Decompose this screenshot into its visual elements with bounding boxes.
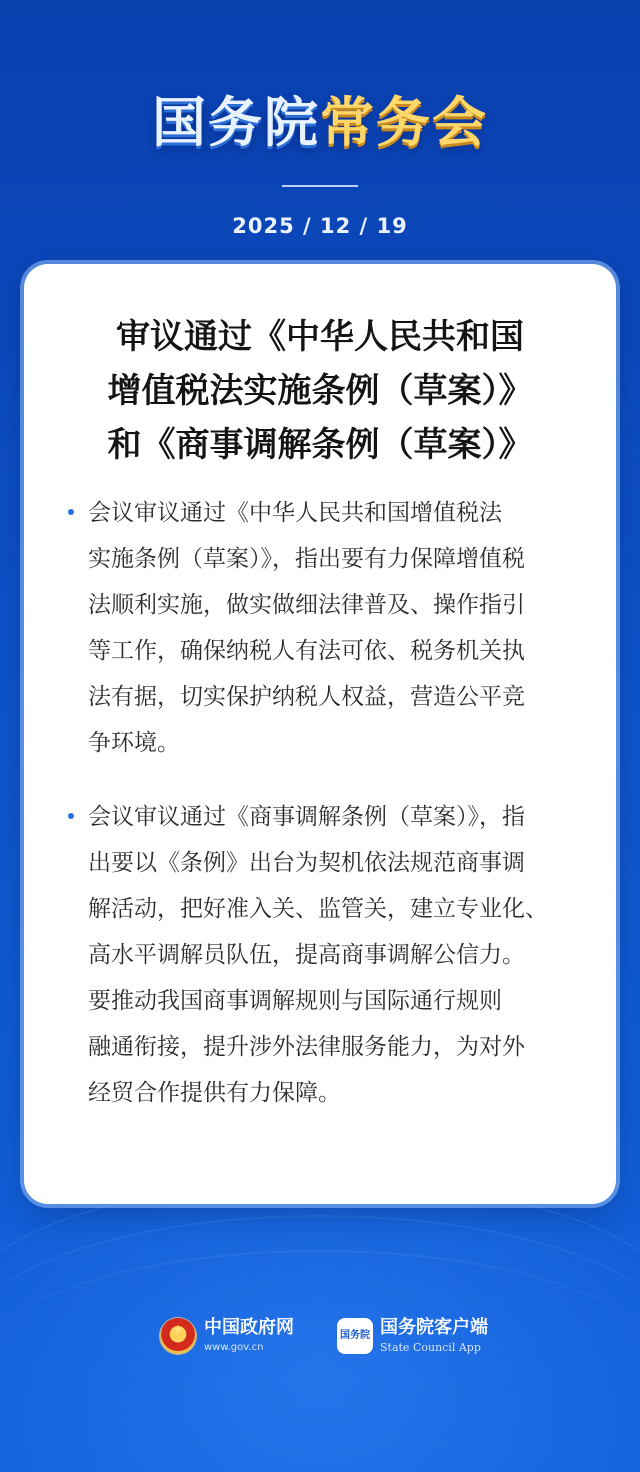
app-name-english: State Council App [380, 1341, 481, 1354]
paragraph-line: 解活动，把好准入关、监管关，建立专业化、 [88, 896, 548, 922]
paragraph-line: 要推动我国商事调解规则与国际通行规则 [88, 988, 502, 1014]
headline-line: 增值税法实施条例（草案）》 [107, 371, 533, 411]
list-item [88, 794, 588, 1116]
paragraph-line: 会议审议通过《中华人民共和国增值税法 [88, 500, 502, 526]
paragraph-line: 实施条例（草案）》，指出要有力保障增值税 [88, 546, 525, 572]
footer-logos [0, 1318, 640, 1358]
paragraph-line: 高水平调解员队伍，提高商事调解公信力。 [88, 942, 525, 968]
page-title [0, 88, 640, 158]
title-part-highlight: 常务会 [320, 91, 488, 154]
decorative-wave [0, 1250, 640, 1472]
paragraph-line: 争环境。 [88, 730, 180, 756]
header-divider [282, 185, 358, 187]
paragraph-line: 法顺利实施，做实做细法律普及、操作指引 [88, 592, 525, 618]
paragraph-line: 出要以《条例》出台为契机依法规范商事调 [88, 850, 525, 876]
paragraph-line: 会议审议通过《商事调解条例（草案）》，指 [88, 804, 525, 830]
paragraph-line: 法有据，切实保护纳税人权益，营造公平竞 [88, 684, 525, 710]
paragraph-line: 融通衔接，提升涉外法律服务能力，为对外 [88, 1034, 525, 1060]
content-card [24, 264, 616, 1204]
bullet-dot-icon [68, 509, 74, 515]
app-name: 国务院客户端 [380, 1317, 488, 1338]
national-emblem-icon: ★ [160, 1318, 196, 1354]
bullet-dot-icon [68, 813, 74, 819]
meeting-date: 2025 / 12 / 19 [232, 214, 408, 238]
title-part-primary: 国务院 [152, 91, 320, 154]
gov-site-url: www.gov.cn [204, 1342, 264, 1353]
card-headline [24, 310, 616, 472]
state-council-app-icon: 国务院 [337, 1318, 373, 1354]
gov-site-name: 中国政府网 [204, 1317, 294, 1338]
headline-line: 审议通过《中华人民共和国 [116, 317, 524, 357]
headline-line: 和《商事调解条例（草案）》 [107, 425, 533, 465]
list-item [88, 490, 588, 766]
paragraph-line: 经贸合作提供有力保障。 [88, 1080, 341, 1106]
paragraph-line: 等工作，确保纳税人有法可依、税务机关执 [88, 638, 525, 664]
